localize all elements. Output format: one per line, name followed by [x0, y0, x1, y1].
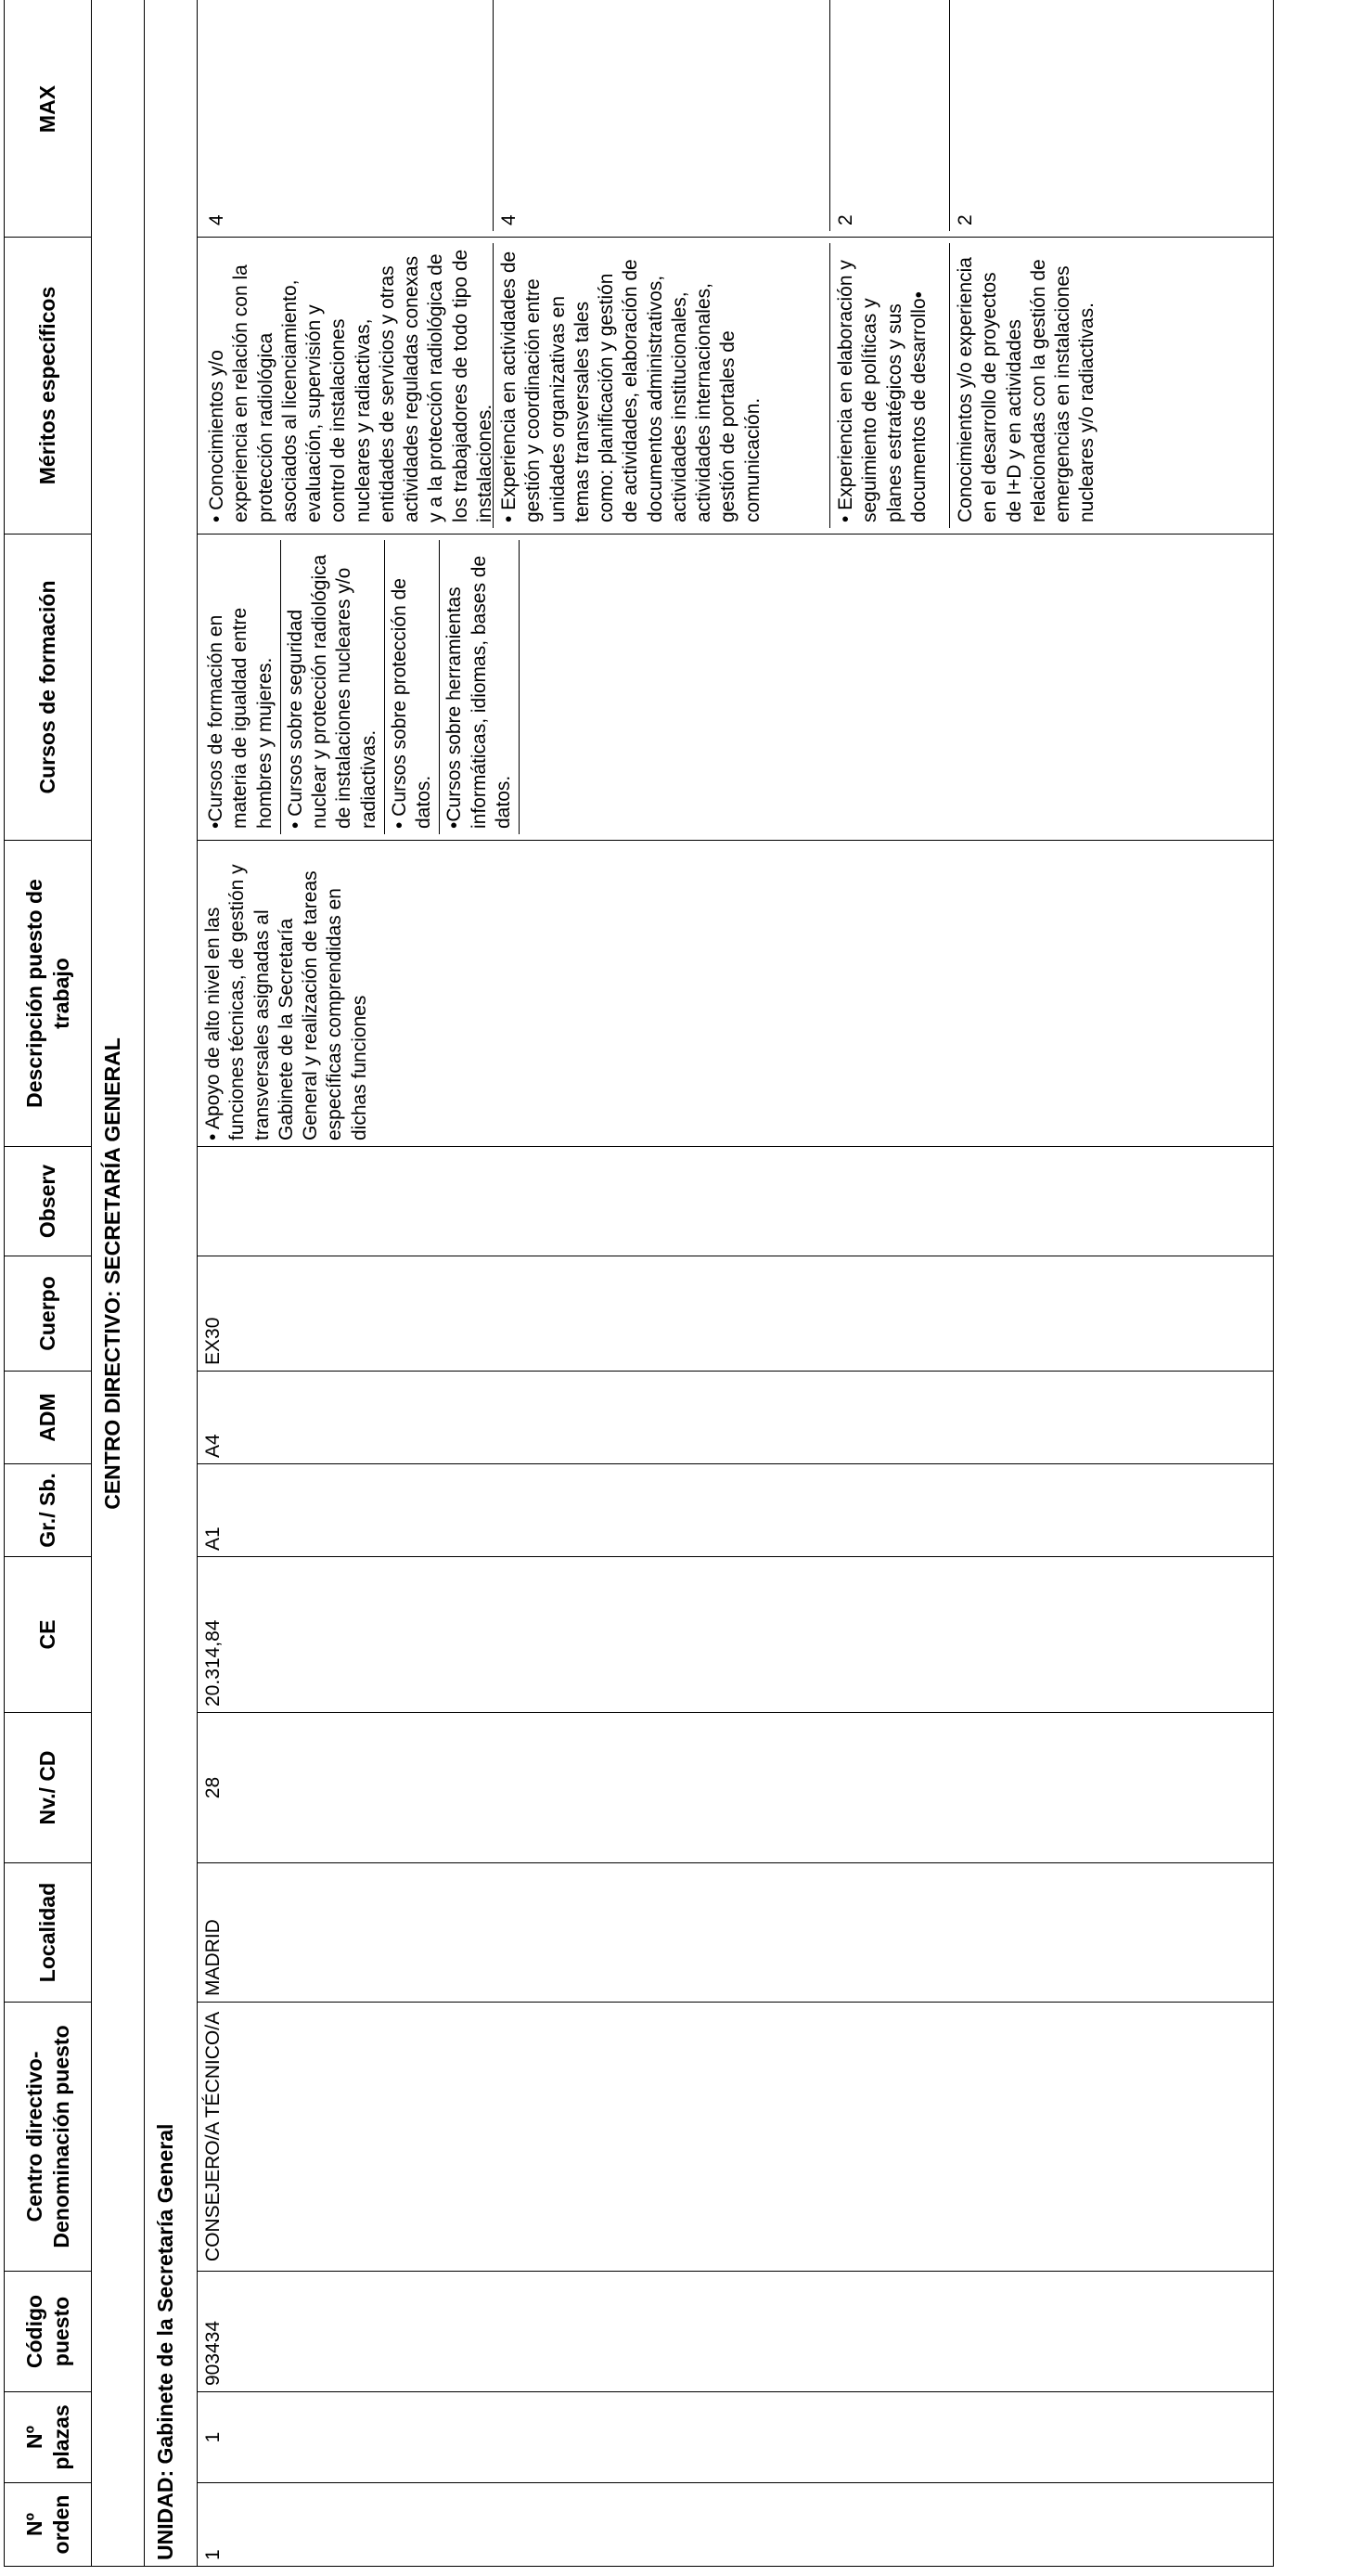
header-row [5, 0, 92, 2567]
merito-item: Conocimientos y/o experiencia en el desarrollo de proyectos de I+D y en actividades relacionadas con la gestión de emergencias en instalaciones nucleares y/o radiactivas. [955, 257, 1098, 522]
curso-item: • Cursos sobre protección de datos. [385, 540, 441, 834]
cell-ce: 20.314,84 [198, 1557, 1274, 1713]
cell-grupo: A1 [198, 1464, 1274, 1557]
cell-nivel: 28 [198, 1713, 1274, 1863]
max-value: 4 [494, 0, 830, 231]
header-plazas: Nº plazas [5, 2392, 92, 2483]
unit-row [145, 0, 198, 2567]
header-denominacion: Centro directivo- Denominación puesto [5, 2003, 92, 2272]
header-observ: Observ [5, 1147, 92, 1256]
cell-observ [198, 1147, 1274, 1256]
cursos-list [201, 540, 520, 834]
curso-item: •Cursos sobre herramientas informáticas, idiomas, bases de datos. [443, 555, 514, 829]
cell-orden: 1 [198, 2483, 1274, 2567]
header-adm: ADM [5, 1372, 92, 1464]
cell-max [198, 0, 1274, 238]
max-value: 4 [201, 0, 494, 231]
cell-localidad: MADRID [198, 1863, 1274, 2003]
header-nivel: Nv./ CD [5, 1713, 92, 1863]
header-descripcion: Descripción puesto de trabajo [5, 841, 92, 1147]
curso-item: • Cursos sobre seguridad nuclear y protección radiológica de instalaciones nucleares y/o radiactivas. [281, 540, 385, 834]
cell-plazas: 1 [198, 2392, 1274, 2483]
cell-adm: A4 [198, 1372, 1274, 1464]
cell-cuerpo: EX30 [198, 1256, 1274, 1372]
cell-cursos [198, 535, 1274, 841]
cell-descripcion: • Apoyo de alto nivel en las funciones técnicas, de gestión y transversales asignadas al Gabinete de la Secretaría General y realización de tareas específicas comprendidas en dichas funciones [198, 841, 1274, 1147]
curso-item: •Cursos de formación en materia de igualdad entre hombres y mujeres. [201, 540, 281, 834]
job-table [4, 0, 1274, 2567]
header-cursos: Cursos de formación [5, 535, 92, 841]
table-row [198, 0, 1274, 2567]
header-cuerpo: Cuerpo [5, 1256, 92, 1372]
header-ce: CE [5, 1557, 92, 1713]
max-value: 2 [955, 214, 976, 225]
cell-meritos [198, 238, 1274, 535]
max-value: 2 [830, 0, 950, 231]
cell-denominacion: CONSEJERO/A TÉCNICO/A [198, 2003, 1274, 2272]
section-title: CENTRO DIRECTIVO: SECRETARÍA GENERAL [92, 0, 145, 2567]
merito-item: • Conocimientos y/o experiencia en relación con la protección radiológica asociados al licenciamiento, evaluación, supervisión y control de instalaciones nucleares y radiactivas, entidades de servicios y otras actividades reguladas conexas y a la protección radiológica de los trabajadores de todo tipo de instalaciones. [201, 243, 494, 528]
header-localidad: Localidad [5, 1863, 92, 2003]
section-row [92, 0, 145, 2567]
header-codigo: Código puesto [5, 2272, 92, 2392]
header-grupo: Gr./ Sb. [5, 1464, 92, 1557]
header-max: MAX [5, 0, 92, 238]
merito-item: • Experiencia en elaboración y seguimiento de políticas y planes estratégicos y sus documentos de desarrollo• [830, 243, 950, 528]
header-meritos: Méritos específicos [5, 238, 92, 535]
cell-codigo: 903434 [198, 2272, 1274, 2392]
unit-title: UNIDAD: Gabinete de la Secretaría General [145, 0, 198, 2567]
merito-item: • Experiencia en actividades de gestión y coordinación entre unidades organizativas en temas transversales tales como: planificación y gestión de actividades, elaboración de documentos administrativos, actividades institucionales, actividades internacionales, gestión de portales de comunicación. [494, 243, 830, 528]
max-list [201, 0, 1236, 231]
header-orden: Nº orden [5, 2483, 92, 2567]
